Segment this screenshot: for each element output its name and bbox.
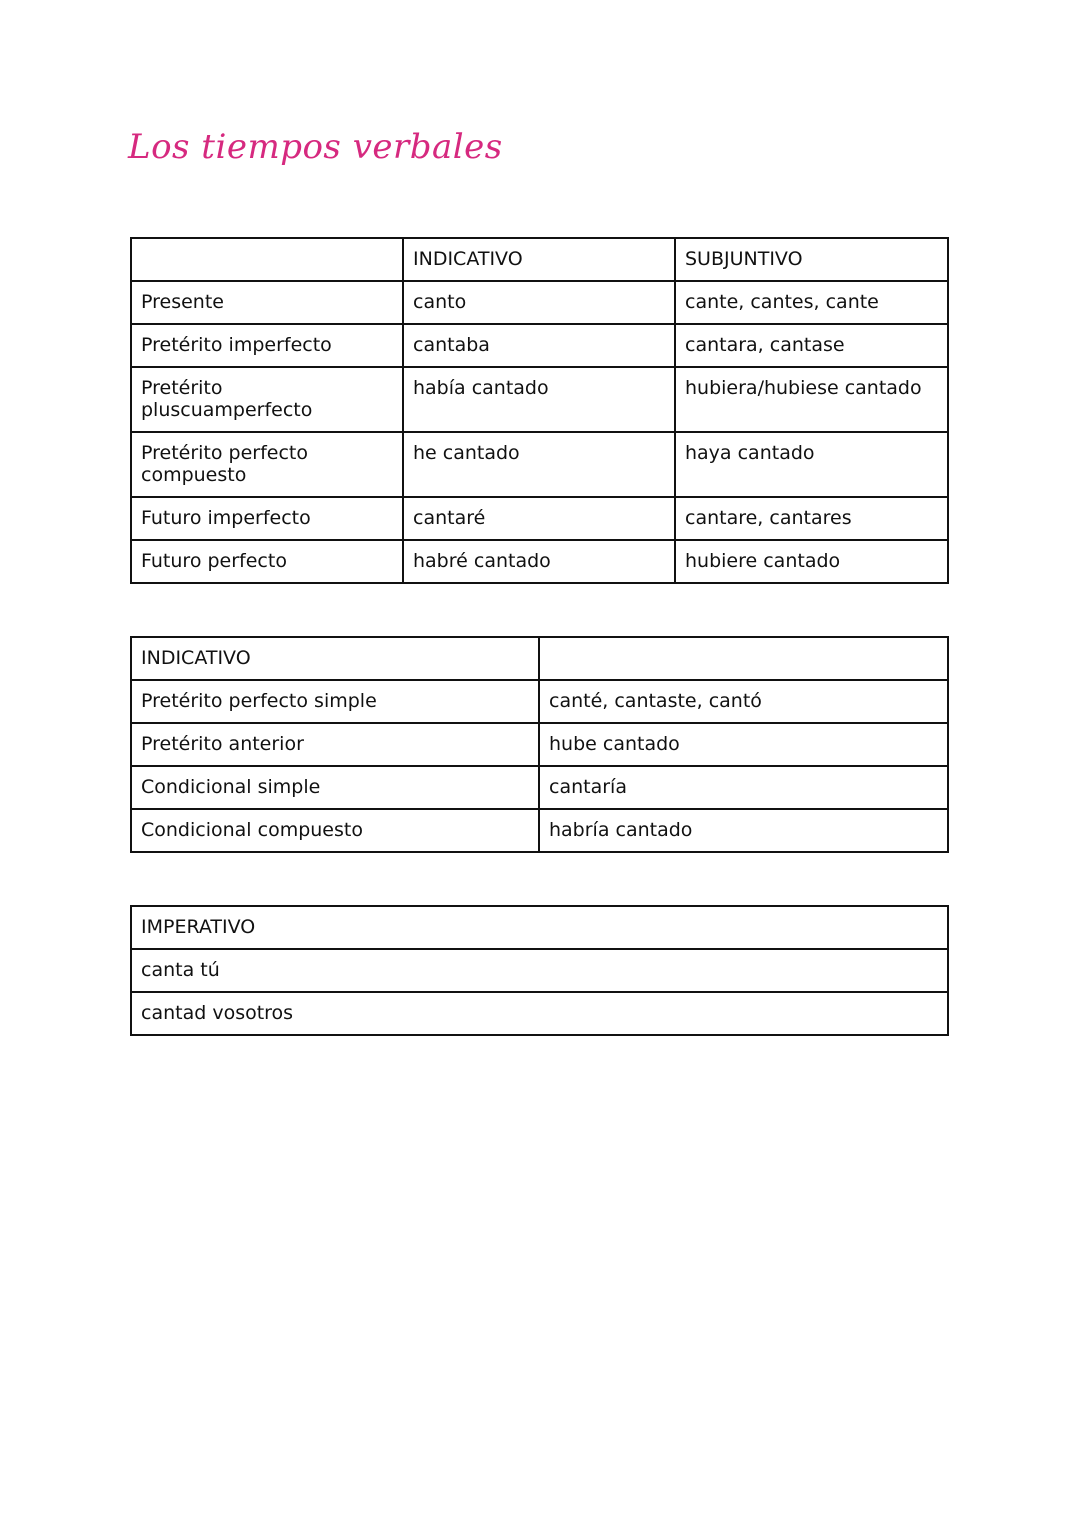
tenses-table xyxy=(130,237,949,584)
conjugation-cell: canté, cantaste, cantó xyxy=(539,680,948,723)
page-title: Los tiempos verbales xyxy=(128,127,503,167)
tense-name-cell: Pretérito perfecto compuesto xyxy=(131,432,403,497)
tense-name-cell: Pretérito imperfecto xyxy=(131,324,403,367)
tense-name-cell: Presente xyxy=(131,281,403,324)
tense-name-cell: Pretérito pluscuamperfecto xyxy=(131,367,403,432)
conjugation-cell: habría cantado xyxy=(539,809,948,852)
subjunctive-cell: hubiere cantado xyxy=(675,540,948,583)
subjunctive-cell: cantara, cantase xyxy=(675,324,948,367)
conjugation-cell: cantaría xyxy=(539,766,948,809)
tense-name-cell: Pretérito anterior xyxy=(131,723,539,766)
indicative-cell: habré cantado xyxy=(403,540,675,583)
table-header-cell: SUBJUNTIVO xyxy=(675,238,948,281)
table-row xyxy=(131,432,948,497)
table-row xyxy=(131,766,948,809)
subjunctive-cell: haya cantado xyxy=(675,432,948,497)
table-row xyxy=(131,324,948,367)
table-row xyxy=(131,540,948,583)
tense-name-cell: Pretérito perfecto simple xyxy=(131,680,539,723)
imperative-cell: canta tú xyxy=(131,949,948,992)
table-header-row xyxy=(131,637,948,680)
subjunctive-cell: hubiera/hubiese cantado xyxy=(675,367,948,432)
table-header-cell: IMPERATIVO xyxy=(131,906,948,949)
imperative-cell: cantad vosotros xyxy=(131,992,948,1035)
imperative-table xyxy=(130,905,949,1036)
table-header-cell: INDICATIVO xyxy=(131,637,539,680)
indicative-cell: canto xyxy=(403,281,675,324)
table-row xyxy=(131,281,948,324)
indicative-table xyxy=(130,636,949,853)
table-row xyxy=(131,949,948,992)
subjunctive-cell: cante, cantes, cante xyxy=(675,281,948,324)
table-header-row xyxy=(131,906,948,949)
table-header-cell: INDICATIVO xyxy=(403,238,675,281)
conjugation-cell: hube cantado xyxy=(539,723,948,766)
indicative-cell: cantaré xyxy=(403,497,675,540)
tense-name-cell: Futuro perfecto xyxy=(131,540,403,583)
table-row xyxy=(131,723,948,766)
table-header-cell xyxy=(131,238,403,281)
table-header-row xyxy=(131,238,948,281)
tense-name-cell: Futuro imperfecto xyxy=(131,497,403,540)
indicative-cell: he cantado xyxy=(403,432,675,497)
indicative-cell: cantaba xyxy=(403,324,675,367)
table-row xyxy=(131,680,948,723)
indicative-cell: había cantado xyxy=(403,367,675,432)
tense-name-cell: Condicional simple xyxy=(131,766,539,809)
table-row xyxy=(131,809,948,852)
table-row xyxy=(131,367,948,432)
table-row xyxy=(131,992,948,1035)
tense-name-cell: Condicional compuesto xyxy=(131,809,539,852)
table-row xyxy=(131,497,948,540)
table-header-cell xyxy=(539,637,948,680)
subjunctive-cell: cantare, cantares xyxy=(675,497,948,540)
